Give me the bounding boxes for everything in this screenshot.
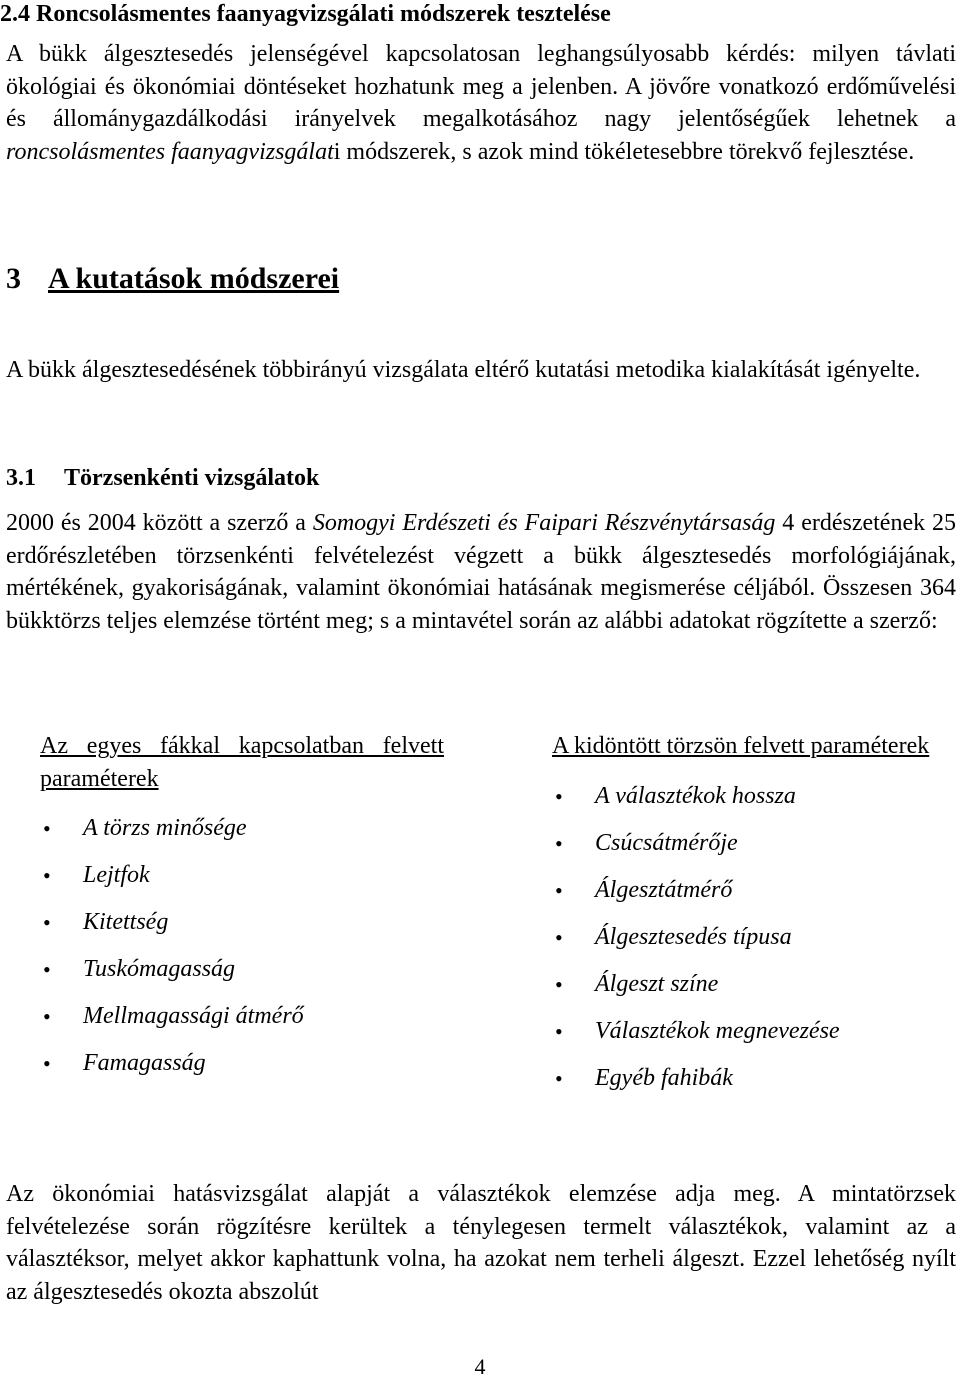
list-item-text: Tuskómagasság (83, 956, 236, 982)
list-item (552, 1008, 956, 1055)
bullet-icon: • (43, 910, 51, 935)
tree-parameters-heading: Az egyes fákkal kapcsolatban felvett paraméterek (40, 733, 444, 792)
paragraph-text: 2000 és 2004 között a szerző a (6, 510, 313, 536)
section-3-heading (6, 262, 339, 296)
list-item-text: A választékok hossza (595, 782, 796, 809)
paragraph-text: 4 erdészetének 25 erdőrészletében törzsenkénti felvételezést végzett a bükk álgesztesedés morfológiájának, mértékének, gyakoriságának, valamint ökonómiai hatásának megismerése céljából. Összesen 364 bükktörzs teljes elemzése történt meg; s a mintavétel során az alábbi adatokat rögzítette a szerző: (6, 510, 957, 634)
bullet-icon: • (43, 1004, 51, 1029)
paragraph-italic-term: roncsolásmentes faanyagvizsgálat (6, 138, 334, 165)
list-item-text: Álgeszt színe (595, 970, 719, 997)
list-item (40, 899, 444, 946)
bullet-icon: • (555, 924, 563, 950)
list-item (552, 914, 956, 961)
section-number: 3 (6, 262, 21, 295)
list-item (40, 805, 444, 852)
section-3-1-heading (6, 464, 319, 492)
bullet-icon: • (555, 1065, 563, 1091)
section-title: A kutatások módszerei (48, 262, 340, 295)
list-item-text: Álgesztátmérő (595, 876, 733, 903)
list-item-text: Kitettség (83, 909, 169, 935)
paragraph-italic-company: Somogyi Erdészeti és Faipari Részvénytársaság (312, 510, 776, 536)
section-2-4-paragraph (6, 38, 956, 168)
paragraph-text: i módszerek, s azok mind tökéletesebbre törekvő fejlesztése. (333, 138, 915, 165)
list-item-text: Mellmagassági átmérő (83, 1003, 304, 1029)
list-item (552, 773, 956, 820)
section-3-1-paragraph (6, 507, 956, 637)
closing-paragraph: Az ökonómiai hatásvizsgálat alapját a választékok elemzése adja meg. A mintatörzsek felvételezése során rögzítésre kerültek a ténylegesen termelt választékok, valamint az a választéksor, melyet akkor kaphattunk volna, ha azokat nem terheli álgeszt. Ezzel lehetőség nyílt az álgesztesedés okozta abszolút (6, 1181, 956, 1305)
list-item-text: Csúcsátmérője (595, 829, 738, 856)
section-3-paragraph: A bükk álgesztesedésének többirányú vizsgálata eltérő kutatási metodika kialakítását igényelte. (6, 357, 921, 383)
felled-stem-parameters-column (552, 730, 956, 1102)
list-item (40, 946, 444, 993)
list-item (552, 1055, 956, 1102)
list-item-text: Egyéb fahibák (595, 1064, 733, 1091)
bullet-icon: • (555, 1018, 563, 1044)
paragraph-text: A bükk álgesztesedés jelenségével kapcsolatosan leghangsúlyosabb kérdés: milyen távlati ökológiai és ökonómiai döntéseket hozhatunk meg a jelenben. A jövőre vonatkozó erdőművelési és állománygazdálkodási irányelvek megalkotásához nagy jelentőségűek lehetnek a (6, 41, 956, 132)
bullet-icon: • (43, 1051, 51, 1076)
section-number: 3.1 (6, 465, 36, 491)
tree-parameters-list (40, 805, 444, 1087)
bullet-icon: • (43, 863, 51, 888)
bullet-icon: • (555, 877, 563, 903)
list-item-text: Álgesztesedés típusa (595, 923, 792, 950)
list-item-text: Lejtfok (83, 862, 150, 888)
felled-stem-parameters-list (552, 773, 956, 1102)
list-item (552, 867, 956, 914)
bullet-icon: • (555, 830, 563, 856)
section-2-4-heading: 2.4 Roncsolásmentes faanyagvizsgálati módszerek tesztelése (0, 1, 611, 27)
bullet-icon: • (555, 971, 563, 997)
list-item (40, 1040, 444, 1087)
bullet-icon: • (43, 816, 51, 841)
section-title: Törzsenkénti vizsgálatok (64, 465, 320, 491)
list-item (552, 961, 956, 1008)
list-item-text: Famagasság (83, 1050, 206, 1076)
list-item-text: Választékok megnevezése (595, 1017, 840, 1044)
list-item (40, 852, 444, 899)
tree-parameters-column (40, 730, 444, 1087)
list-item (552, 820, 956, 867)
bullet-icon: • (43, 957, 51, 982)
bullet-icon: • (555, 783, 563, 809)
felled-stem-parameters-heading: A kidöntött törzsön felvett paraméterek (552, 733, 930, 759)
page-number: 4 (474, 1354, 486, 1379)
list-item-text: A törzs minősége (83, 815, 247, 841)
list-item (40, 993, 444, 1040)
